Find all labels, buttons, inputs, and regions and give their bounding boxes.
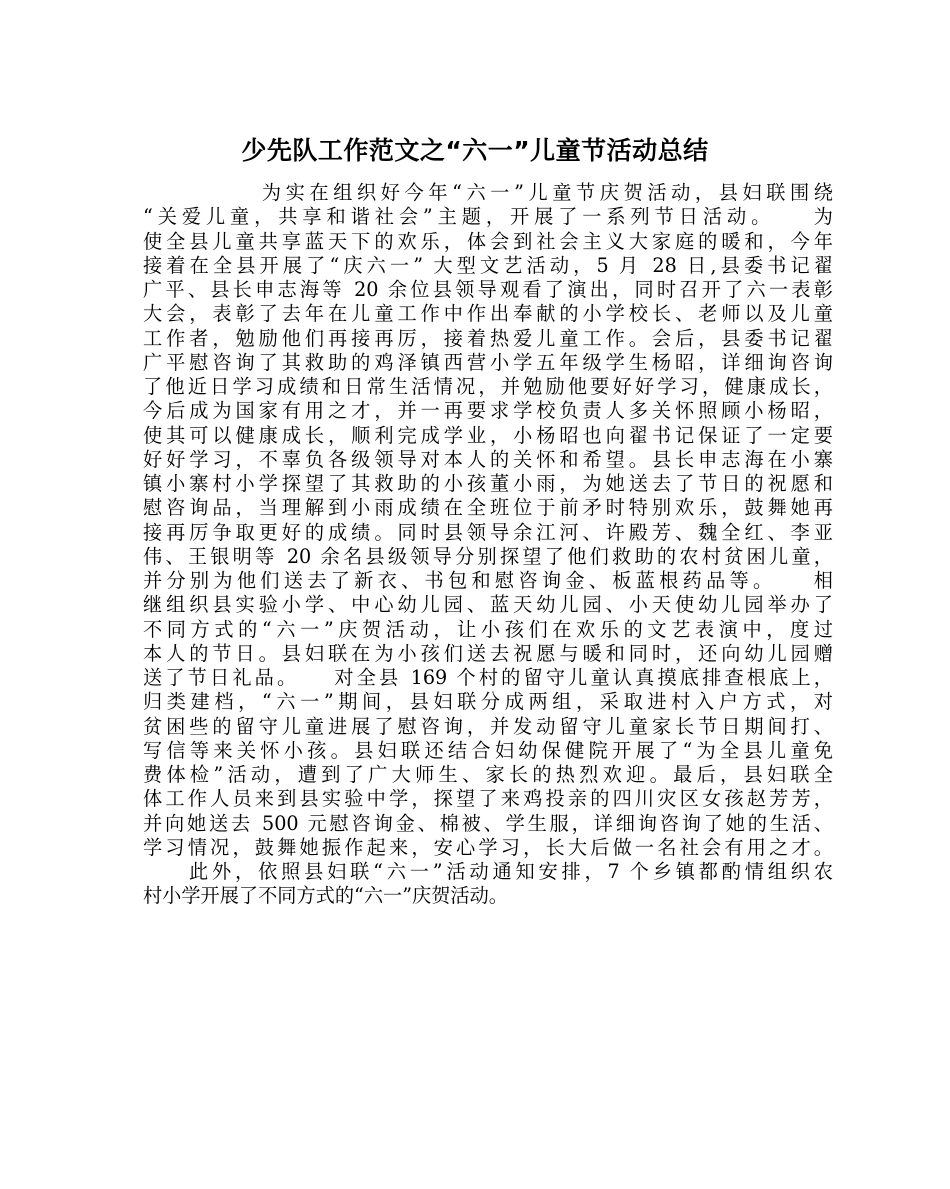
body-line: 归类建档，“六一”期间，县妇联分成两组，采取进村入户方式，对 bbox=[143, 690, 833, 714]
body-line: 镇小寨村小学探望了其救助的小孩董小雨，为她送去了节日的祝愿和 bbox=[143, 472, 833, 495]
document-title: 少先队工作范文之“六一”儿童节活动总结 bbox=[241, 136, 709, 165]
body-line: 写信等来关怀小孩。县妇联还结合妇幼保健院开展了“为全县儿童免 bbox=[143, 738, 833, 762]
body-line: 使其可以健康成长，顺利完成学业，小杨昭也向翟书记保证了一定要 bbox=[143, 423, 833, 447]
body-line: 贫困些的留守儿童进展了慰咨询，并发动留守儿童家长节日期间打、 bbox=[143, 714, 833, 738]
body-line: 为实在组织好今年“六一”儿童节庆贺活动，县妇联围绕 bbox=[143, 181, 833, 204]
body-line: 费体检”活动，遭到了广大师生、家长的热烈欢迎。最后，县妇联全 bbox=[143, 763, 833, 786]
body-line: 本人的节日。县妇联在为小孩们送去祝愿与暖和同时，还向幼儿园赠 bbox=[143, 641, 833, 665]
body-line: 送了节日礼品。 对全县 169 个村的留守儿童认真摸底排查根底上， bbox=[143, 666, 833, 689]
document-body bbox=[143, 181, 833, 909]
body-line: 接再厉争取更好的成绩。同时县领导余江河、许殿芳、魏全红、李亚 bbox=[143, 520, 833, 544]
body-line: 继组织县实验小学、中心幼儿园、蓝天幼儿园、小天使幼儿园举办了 bbox=[143, 593, 833, 617]
body-line: 伟、王银明等 20 余名县级领导分别探望了他们救助的农村贫困儿童， bbox=[143, 544, 833, 568]
body-line: “关爱儿童，共享和谐社会”主题，开展了一系列节日活动。 为 bbox=[143, 205, 833, 229]
body-line: 今后成为国家有用之才，并一再要求学校负责人多关怀照顾小杨昭， bbox=[143, 399, 833, 423]
body-line: 村小学开展了不同方式的“六一”庆贺活动。 bbox=[143, 884, 508, 908]
body-line: 体工作人员来到县实验中学，探望了来鸡投亲的四川灾区女孩赵芳芳， bbox=[143, 787, 833, 811]
body-line: 大会，表彰了去年在儿童工作中作出奉献的小学校长、老师以及儿童 bbox=[143, 302, 833, 326]
body-line: 慰咨询品，当理解到小雨成绩在全班位于前矛时特别欢乐，鼓舞她再 bbox=[143, 496, 833, 520]
body-line: 工作者，勉励他们再接再厉，接着热爱儿童工作。会后，县委书记翟 bbox=[143, 326, 833, 350]
body-line: 不同方式的“六一”庆贺活动，让小孩们在欢乐的文艺表演中，度过 bbox=[143, 617, 833, 641]
body-line: 接着在全县开展了“庆六一” 大型文艺活动，5 月 28 日,县委书记翟 bbox=[143, 253, 833, 277]
body-line: 并分别为他们送去了新衣、书包和慰咨询金、板蓝根药品等。 相 bbox=[143, 569, 833, 592]
body-line: 并向她送去 500 元慰咨询金、棉被、学生服，详细询咨询了她的生活、 bbox=[143, 811, 833, 835]
body-line: 了他近日学习成绩和日常生活情况，并勉励他要好好学习，健康成长， bbox=[143, 375, 833, 398]
body-line: 广平慰咨询了其救助的鸡泽镇西营小学五年级学生杨昭，详细询咨询 bbox=[143, 350, 833, 374]
body-line: 学习情况，鼓舞她振作起来，安心学习，长大后做一名社会有用之才。 bbox=[143, 835, 833, 859]
body-line: 使全县儿童共享蓝天下的欢乐，体会到社会主义大家庭的暖和，今年 bbox=[143, 229, 833, 253]
body-line: 好好学习，不辜负各级领导对本人的关怀和希望。县长申志海在小寨 bbox=[143, 447, 833, 471]
body-line: 此外，依照县妇联“六一”活动通知安排，7 个乡镇都酌情组织农 bbox=[143, 860, 833, 883]
body-line: 广平、县长申志海等 20 余位县领导观看了演出，同时召开了六一表彰 bbox=[143, 278, 833, 301]
